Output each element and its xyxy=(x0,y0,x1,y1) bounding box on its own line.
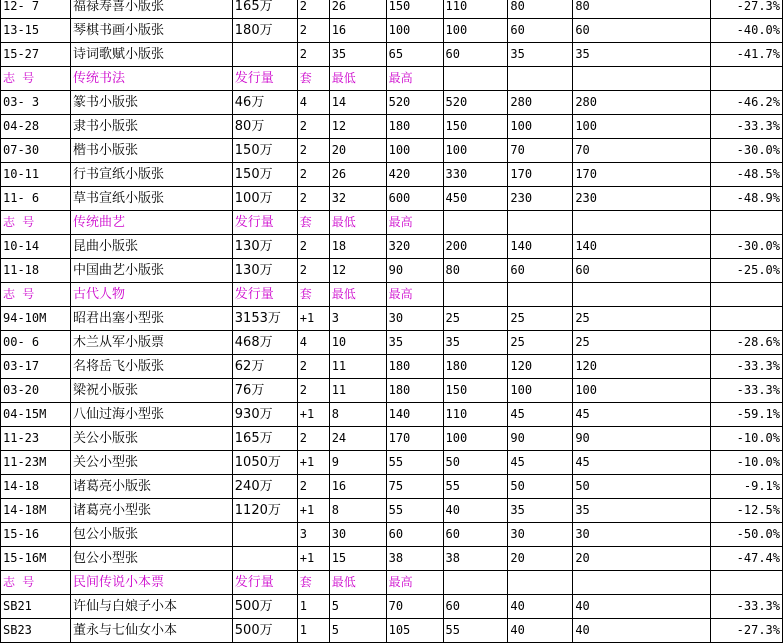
cell-p2[interactable]: 100 xyxy=(508,379,573,403)
cell-change[interactable]: -48.9% xyxy=(711,187,783,211)
cell-issue[interactable]: 发行量 xyxy=(232,211,297,235)
cell-low[interactable]: 11 xyxy=(329,379,386,403)
cell-code[interactable]: 15-16M xyxy=(1,547,71,571)
cell-change[interactable]: -28.6% xyxy=(711,331,783,355)
cell-name[interactable]: 名将岳飞小版张 xyxy=(70,355,232,379)
cell-issue[interactable]: 240万 xyxy=(232,475,297,499)
cell-p2[interactable]: 60 xyxy=(508,259,573,283)
cell-high[interactable]: 320 xyxy=(386,235,443,259)
table-row xyxy=(1,259,783,283)
cell-set[interactable]: +1 xyxy=(297,451,329,475)
cell-code[interactable]: 03-17 xyxy=(1,355,71,379)
cell-code[interactable]: 13-15 xyxy=(1,19,71,43)
cell-p3[interactable] xyxy=(573,571,711,595)
cell-low[interactable]: 24 xyxy=(329,427,386,451)
table-body xyxy=(1,0,783,643)
cell-change[interactable]: -33.3% xyxy=(711,355,783,379)
cell-p3[interactable]: 70 xyxy=(573,139,711,163)
cell-code[interactable]: 志 号 xyxy=(1,571,71,595)
table-row xyxy=(1,379,783,403)
table-row xyxy=(1,403,783,427)
table-row xyxy=(1,0,783,19)
cell-set[interactable]: 2 xyxy=(297,475,329,499)
table-row xyxy=(1,43,783,67)
cell-p2[interactable]: 40 xyxy=(508,595,573,619)
cell-high[interactable]: 55 xyxy=(386,451,443,475)
cell-issue[interactable]: 165万 xyxy=(232,427,297,451)
cell-change[interactable] xyxy=(711,211,783,235)
cell-change[interactable]: -10.0% xyxy=(711,451,783,475)
cell-p2[interactable]: 30 xyxy=(508,523,573,547)
cell-p1[interactable] xyxy=(443,571,508,595)
cell-p3[interactable]: 40 xyxy=(573,595,711,619)
cell-p2[interactable]: 100 xyxy=(508,115,573,139)
cell-p1[interactable]: 50 xyxy=(443,451,508,475)
cell-change[interactable]: -12.5% xyxy=(711,499,783,523)
cell-set[interactable]: 2 xyxy=(297,0,329,19)
cell-change[interactable] xyxy=(711,571,783,595)
cell-set[interactable]: 2 xyxy=(297,427,329,451)
cell-name[interactable]: 中国曲艺小版张 xyxy=(70,259,232,283)
cell-p3[interactable]: 280 xyxy=(573,91,711,115)
cell-set[interactable]: 2 xyxy=(297,187,329,211)
cell-high[interactable]: 150 xyxy=(386,0,443,19)
cell-high[interactable]: 65 xyxy=(386,43,443,67)
cell-p1[interactable]: 150 xyxy=(443,115,508,139)
cell-high[interactable]: 170 xyxy=(386,427,443,451)
cell-p1[interactable]: 150 xyxy=(443,379,508,403)
cell-p1[interactable]: 60 xyxy=(443,523,508,547)
cell-p2[interactable]: 170 xyxy=(508,163,573,187)
cell-name[interactable]: 行书宣纸小版张 xyxy=(70,163,232,187)
cell-change[interactable]: -33.3% xyxy=(711,115,783,139)
cell-set[interactable]: 套 xyxy=(297,67,329,91)
cell-name[interactable]: 隶书小版张 xyxy=(70,115,232,139)
table-row xyxy=(1,91,783,115)
cell-low[interactable]: 8 xyxy=(329,499,386,523)
cell-set[interactable]: 套 xyxy=(297,211,329,235)
cell-code[interactable]: 07-30 xyxy=(1,139,71,163)
cell-high[interactable]: 最高 xyxy=(386,283,443,307)
table-row xyxy=(1,547,783,571)
cell-p3[interactable]: 100 xyxy=(573,115,711,139)
cell-p2[interactable]: 45 xyxy=(508,403,573,427)
cell-p3[interactable]: 60 xyxy=(573,259,711,283)
cell-change[interactable] xyxy=(711,307,783,331)
cell-code[interactable]: 14-18 xyxy=(1,475,71,499)
cell-issue[interactable]: 1120万 xyxy=(232,499,297,523)
cell-issue[interactable]: 500万 xyxy=(232,619,297,643)
cell-set[interactable]: 2 xyxy=(297,115,329,139)
cell-name[interactable]: 关公小版张 xyxy=(70,427,232,451)
cell-p1[interactable]: 180 xyxy=(443,355,508,379)
cell-p2[interactable]: 45 xyxy=(508,451,573,475)
cell-p1[interactable]: 100 xyxy=(443,19,508,43)
table-row xyxy=(1,499,783,523)
cell-set[interactable]: 4 xyxy=(297,91,329,115)
cell-high[interactable]: 100 xyxy=(386,19,443,43)
cell-p1[interactable]: 60 xyxy=(443,43,508,67)
cell-issue[interactable]: 500万 xyxy=(232,595,297,619)
cell-p2[interactable]: 40 xyxy=(508,619,573,643)
cell-high[interactable]: 420 xyxy=(386,163,443,187)
cell-p2[interactable]: 35 xyxy=(508,499,573,523)
cell-p1[interactable]: 450 xyxy=(443,187,508,211)
cell-issue[interactable] xyxy=(232,43,297,67)
cell-high[interactable]: 70 xyxy=(386,595,443,619)
cell-code[interactable]: 04-15M xyxy=(1,403,71,427)
cell-issue[interactable]: 150万 xyxy=(232,139,297,163)
cell-name[interactable]: 包公小版张 xyxy=(70,523,232,547)
cell-p2[interactable]: 25 xyxy=(508,331,573,355)
cell-p2[interactable]: 20 xyxy=(508,547,573,571)
cell-low[interactable]: 15 xyxy=(329,547,386,571)
cell-p3[interactable]: 45 xyxy=(573,403,711,427)
cell-name[interactable]: 楷书小版张 xyxy=(70,139,232,163)
cell-code[interactable]: 11-18 xyxy=(1,259,71,283)
cell-high[interactable]: 55 xyxy=(386,499,443,523)
cell-p2[interactable]: 25 xyxy=(508,307,573,331)
cell-p3[interactable]: 40 xyxy=(573,619,711,643)
cell-name[interactable]: 篆书小版张 xyxy=(70,91,232,115)
cell-code[interactable]: 15-27 xyxy=(1,43,71,67)
table-row xyxy=(1,451,783,475)
cell-high[interactable]: 最高 xyxy=(386,67,443,91)
table-row xyxy=(1,187,783,211)
cell-name[interactable]: 董永与七仙女小本 xyxy=(70,619,232,643)
cell-set[interactable]: 套 xyxy=(297,571,329,595)
cell-p2[interactable]: 35 xyxy=(508,43,573,67)
cell-low[interactable]: 14 xyxy=(329,91,386,115)
cell-low[interactable]: 最低 xyxy=(329,67,386,91)
cell-p2[interactable]: 60 xyxy=(508,19,573,43)
cell-p3[interactable]: 20 xyxy=(573,547,711,571)
cell-code[interactable]: 志 号 xyxy=(1,211,71,235)
cell-set[interactable]: 3 xyxy=(297,523,329,547)
cell-name[interactable]: 诸葛亮小版张 xyxy=(70,475,232,499)
cell-p2[interactable] xyxy=(508,211,573,235)
cell-p1[interactable]: 38 xyxy=(443,547,508,571)
table-row xyxy=(1,619,783,643)
cell-p1[interactable]: 330 xyxy=(443,163,508,187)
cell-set[interactable]: 2 xyxy=(297,139,329,163)
cell-p2[interactable]: 120 xyxy=(508,355,573,379)
cell-code[interactable]: 11-23M xyxy=(1,451,71,475)
cell-code[interactable]: 04-28 xyxy=(1,115,71,139)
section-header-row xyxy=(1,571,783,595)
table-row xyxy=(1,475,783,499)
cell-change[interactable]: -41.7% xyxy=(711,43,783,67)
cell-low[interactable]: 最低 xyxy=(329,211,386,235)
cell-set[interactable]: 2 xyxy=(297,379,329,403)
cell-change[interactable] xyxy=(711,283,783,307)
cell-change[interactable]: -27.3% xyxy=(711,619,783,643)
cell-high[interactable]: 180 xyxy=(386,115,443,139)
cell-set[interactable]: +1 xyxy=(297,499,329,523)
cell-code[interactable]: 03- 3 xyxy=(1,91,71,115)
cell-p2[interactable]: 50 xyxy=(508,475,573,499)
cell-p3[interactable]: 100 xyxy=(573,379,711,403)
cell-issue[interactable]: 468万 xyxy=(232,331,297,355)
cell-p1[interactable]: 110 xyxy=(443,0,508,19)
cell-p2[interactable] xyxy=(508,67,573,91)
cell-high[interactable]: 140 xyxy=(386,403,443,427)
cell-name[interactable]: 八仙过海小型张 xyxy=(70,403,232,427)
cell-code[interactable]: SB21 xyxy=(1,595,71,619)
cell-p1[interactable]: 40 xyxy=(443,499,508,523)
table-row xyxy=(1,355,783,379)
cell-p3[interactable]: 45 xyxy=(573,451,711,475)
cell-set[interactable]: 1 xyxy=(297,595,329,619)
cell-p1[interactable]: 200 xyxy=(443,235,508,259)
cell-low[interactable]: 11 xyxy=(329,355,386,379)
cell-p2[interactable]: 80 xyxy=(508,0,573,19)
cell-low[interactable]: 30 xyxy=(329,523,386,547)
cell-code[interactable]: 15-16 xyxy=(1,523,71,547)
cell-name[interactable]: 古代人物 xyxy=(70,283,232,307)
cell-low[interactable]: 20 xyxy=(329,139,386,163)
cell-p3[interactable]: 60 xyxy=(573,19,711,43)
cell-issue[interactable]: 46万 xyxy=(232,91,297,115)
cell-code[interactable]: 14-18M xyxy=(1,499,71,523)
cell-code[interactable]: 03-20 xyxy=(1,379,71,403)
cell-issue[interactable]: 130万 xyxy=(232,259,297,283)
cell-code[interactable]: 00- 6 xyxy=(1,331,71,355)
cell-change[interactable]: -9.1% xyxy=(711,475,783,499)
cell-p2[interactable] xyxy=(508,283,573,307)
cell-set[interactable]: 2 xyxy=(297,163,329,187)
table-row xyxy=(1,523,783,547)
cell-issue[interactable] xyxy=(232,547,297,571)
cell-high[interactable]: 90 xyxy=(386,259,443,283)
cell-code[interactable]: 11-23 xyxy=(1,427,71,451)
cell-low[interactable]: 12 xyxy=(329,115,386,139)
cell-p1[interactable]: 520 xyxy=(443,91,508,115)
cell-change[interactable]: -33.3% xyxy=(711,595,783,619)
table-row xyxy=(1,595,783,619)
cell-low[interactable]: 12 xyxy=(329,259,386,283)
cell-low[interactable]: 35 xyxy=(329,43,386,67)
cell-low[interactable]: 16 xyxy=(329,19,386,43)
cell-issue[interactable]: 930万 xyxy=(232,403,297,427)
cell-issue[interactable]: 3153万 xyxy=(232,307,297,331)
cell-change[interactable]: -33.3% xyxy=(711,379,783,403)
cell-set[interactable]: +1 xyxy=(297,403,329,427)
cell-issue[interactable]: 1050万 xyxy=(232,451,297,475)
table-row xyxy=(1,331,783,355)
cell-p1[interactable] xyxy=(443,211,508,235)
cell-low[interactable]: 最低 xyxy=(329,571,386,595)
cell-name[interactable]: 琴棋书画小版张 xyxy=(70,19,232,43)
cell-change[interactable]: -30.0% xyxy=(711,139,783,163)
cell-high[interactable]: 105 xyxy=(386,619,443,643)
cell-set[interactable]: 1 xyxy=(297,619,329,643)
cell-low[interactable]: 26 xyxy=(329,163,386,187)
table-row xyxy=(1,19,783,43)
cell-p2[interactable]: 280 xyxy=(508,91,573,115)
section-header-row xyxy=(1,283,783,307)
cell-issue[interactable]: 165万 xyxy=(232,0,297,19)
cell-change[interactable]: -30.0% xyxy=(711,235,783,259)
cell-set[interactable]: 套 xyxy=(297,283,329,307)
cell-issue[interactable]: 62万 xyxy=(232,355,297,379)
cell-p1[interactable]: 110 xyxy=(443,403,508,427)
cell-p3[interactable] xyxy=(573,67,711,91)
cell-p3[interactable]: 35 xyxy=(573,43,711,67)
cell-p3[interactable]: 50 xyxy=(573,475,711,499)
cell-issue[interactable]: 100万 xyxy=(232,187,297,211)
cell-p1[interactable] xyxy=(443,67,508,91)
cell-high[interactable]: 最高 xyxy=(386,211,443,235)
cell-p2[interactable]: 140 xyxy=(508,235,573,259)
cell-p3[interactable]: 170 xyxy=(573,163,711,187)
cell-low[interactable]: 9 xyxy=(329,451,386,475)
cell-high[interactable]: 30 xyxy=(386,307,443,331)
cell-name[interactable]: 传统曲艺 xyxy=(70,211,232,235)
cell-code[interactable]: 94-10M xyxy=(1,307,71,331)
table-row xyxy=(1,427,783,451)
table-row xyxy=(1,163,783,187)
cell-code[interactable]: SB23 xyxy=(1,619,71,643)
cell-p1[interactable]: 80 xyxy=(443,259,508,283)
cell-change[interactable] xyxy=(711,67,783,91)
cell-set[interactable]: +1 xyxy=(297,547,329,571)
cell-high[interactable]: 180 xyxy=(386,379,443,403)
cell-name[interactable]: 昭君出塞小型张 xyxy=(70,307,232,331)
cell-set[interactable]: +1 xyxy=(297,307,329,331)
cell-p1[interactable]: 25 xyxy=(443,307,508,331)
cell-p3[interactable] xyxy=(573,283,711,307)
cell-low[interactable]: 5 xyxy=(329,619,386,643)
cell-low[interactable]: 18 xyxy=(329,235,386,259)
cell-issue[interactable] xyxy=(232,523,297,547)
table-row xyxy=(1,115,783,139)
cell-set[interactable]: 2 xyxy=(297,355,329,379)
cell-p1[interactable]: 55 xyxy=(443,619,508,643)
cell-set[interactable]: 2 xyxy=(297,43,329,67)
cell-name[interactable]: 许仙与白娘子小本 xyxy=(70,595,232,619)
cell-code[interactable]: 志 号 xyxy=(1,67,71,91)
cell-p1[interactable]: 100 xyxy=(443,139,508,163)
cell-code[interactable]: 志 号 xyxy=(1,283,71,307)
cell-name[interactable]: 诸葛亮小型张 xyxy=(70,499,232,523)
cell-change[interactable]: -47.4% xyxy=(711,547,783,571)
cell-change[interactable]: -10.0% xyxy=(711,427,783,451)
cell-change[interactable]: -46.2% xyxy=(711,91,783,115)
cell-set[interactable]: 2 xyxy=(297,235,329,259)
cell-p1[interactable] xyxy=(443,283,508,307)
cell-p3[interactable]: 25 xyxy=(573,307,711,331)
cell-change[interactable]: -40.0% xyxy=(711,19,783,43)
cell-name[interactable]: 福禄寿喜小版张 xyxy=(70,0,232,19)
cell-p2[interactable]: 70 xyxy=(508,139,573,163)
cell-name[interactable]: 梁祝小版张 xyxy=(70,379,232,403)
cell-p3[interactable]: 90 xyxy=(573,427,711,451)
cell-p1[interactable]: 100 xyxy=(443,427,508,451)
cell-p3[interactable]: 25 xyxy=(573,331,711,355)
cell-set[interactable]: 2 xyxy=(297,19,329,43)
cell-p2[interactable]: 230 xyxy=(508,187,573,211)
cell-high[interactable]: 600 xyxy=(386,187,443,211)
cell-issue[interactable]: 150万 xyxy=(232,163,297,187)
cell-change[interactable]: -48.5% xyxy=(711,163,783,187)
cell-name[interactable]: 传统书法 xyxy=(70,67,232,91)
cell-high[interactable]: 100 xyxy=(386,139,443,163)
cell-change[interactable]: -27.3% xyxy=(711,0,783,19)
table-row xyxy=(1,307,783,331)
cell-set[interactable]: 4 xyxy=(297,331,329,355)
cell-set[interactable]: 2 xyxy=(297,259,329,283)
cell-p3[interactable]: 35 xyxy=(573,499,711,523)
cell-name[interactable]: 包公小型张 xyxy=(70,547,232,571)
cell-name[interactable]: 草书宣纸小版张 xyxy=(70,187,232,211)
cell-p3[interactable]: 230 xyxy=(573,187,711,211)
cell-p3[interactable] xyxy=(573,211,711,235)
section-header-row xyxy=(1,67,783,91)
cell-code[interactable]: 10-11 xyxy=(1,163,71,187)
table-row xyxy=(1,235,783,259)
cell-issue[interactable]: 180万 xyxy=(232,19,297,43)
cell-high[interactable]: 520 xyxy=(386,91,443,115)
cell-low[interactable]: 5 xyxy=(329,595,386,619)
cell-high[interactable]: 75 xyxy=(386,475,443,499)
cell-p2[interactable]: 90 xyxy=(508,427,573,451)
cell-code[interactable]: 12- 7 xyxy=(1,0,71,19)
cell-low[interactable]: 32 xyxy=(329,187,386,211)
cell-p3[interactable]: 30 xyxy=(573,523,711,547)
cell-change[interactable]: -25.0% xyxy=(711,259,783,283)
cell-name[interactable]: 民间传说小本票 xyxy=(70,571,232,595)
cell-change[interactable]: -50.0% xyxy=(711,523,783,547)
cell-low[interactable]: 10 xyxy=(329,331,386,355)
cell-issue[interactable]: 80万 xyxy=(232,115,297,139)
section-header-row xyxy=(1,211,783,235)
cell-high[interactable]: 180 xyxy=(386,355,443,379)
cell-high[interactable]: 60 xyxy=(386,523,443,547)
cell-high[interactable]: 35 xyxy=(386,331,443,355)
cell-name[interactable]: 木兰从军小版票 xyxy=(70,331,232,355)
cell-low[interactable]: 26 xyxy=(329,0,386,19)
cell-code[interactable]: 10-14 xyxy=(1,235,71,259)
cell-p2[interactable] xyxy=(508,571,573,595)
cell-low[interactable]: 16 xyxy=(329,475,386,499)
cell-p3[interactable]: 140 xyxy=(573,235,711,259)
cell-name[interactable]: 诗词歌赋小版张 xyxy=(70,43,232,67)
cell-issue[interactable]: 发行量 xyxy=(232,571,297,595)
cell-p1[interactable]: 60 xyxy=(443,595,508,619)
cell-low[interactable]: 3 xyxy=(329,307,386,331)
cell-issue[interactable]: 130万 xyxy=(232,235,297,259)
cell-p1[interactable]: 55 xyxy=(443,475,508,499)
cell-issue[interactable]: 发行量 xyxy=(232,283,297,307)
cell-issue[interactable]: 76万 xyxy=(232,379,297,403)
cell-p3[interactable]: 120 xyxy=(573,355,711,379)
cell-p3[interactable]: 80 xyxy=(573,0,711,19)
cell-high[interactable]: 38 xyxy=(386,547,443,571)
cell-code[interactable]: 11- 6 xyxy=(1,187,71,211)
cell-change[interactable]: -59.1% xyxy=(711,403,783,427)
cell-low[interactable]: 8 xyxy=(329,403,386,427)
cell-name[interactable]: 关公小型张 xyxy=(70,451,232,475)
cell-p1[interactable]: 35 xyxy=(443,331,508,355)
table-row xyxy=(1,139,783,163)
cell-name[interactable]: 昆曲小版张 xyxy=(70,235,232,259)
cell-issue[interactable]: 发行量 xyxy=(232,67,297,91)
cell-high[interactable]: 最高 xyxy=(386,571,443,595)
cell-low[interactable]: 最低 xyxy=(329,283,386,307)
